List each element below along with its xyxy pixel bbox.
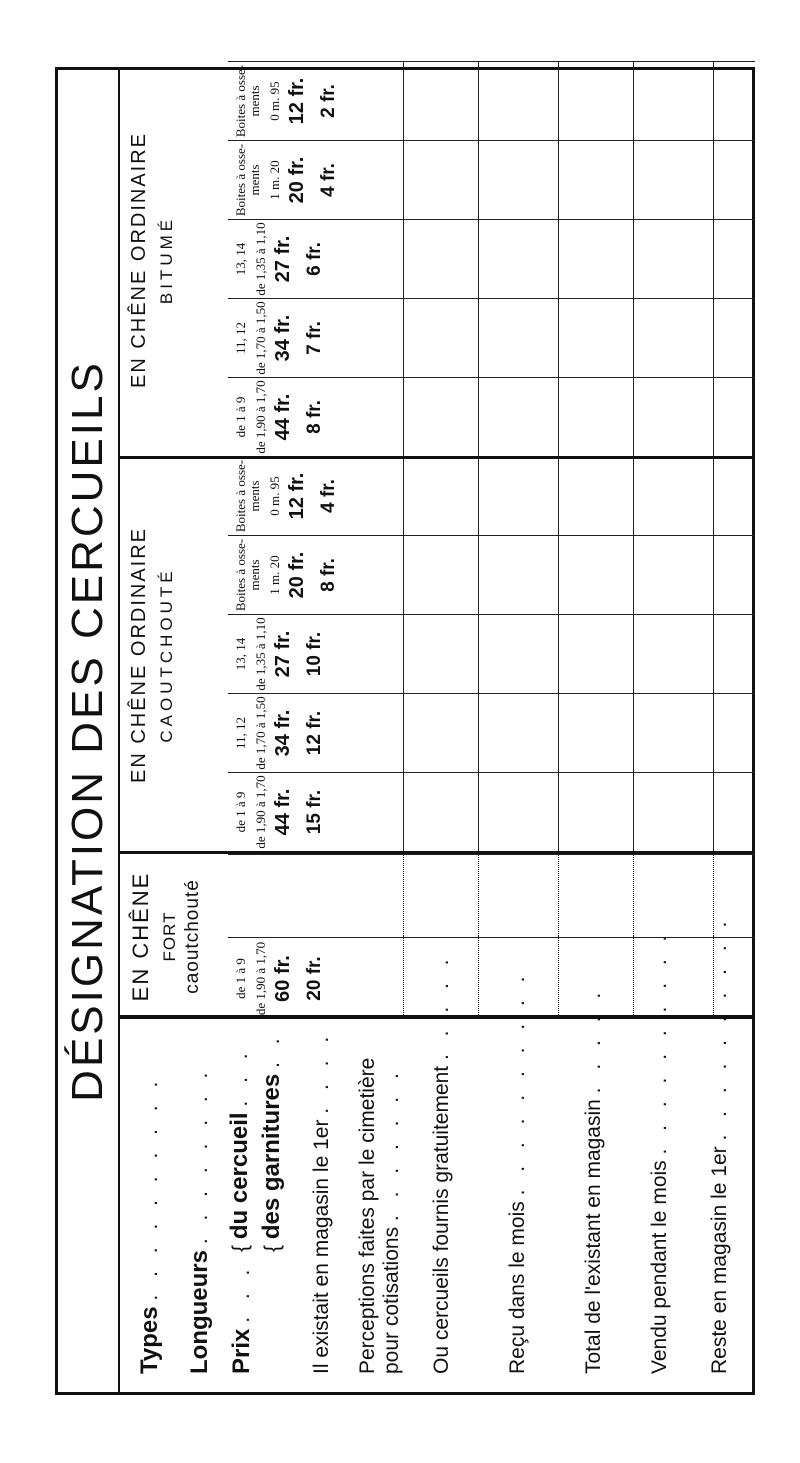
column-cell — [228, 693, 755, 772]
column-length: de 1,70 à 1,50 — [253, 301, 268, 375]
column-length: de 1,90 à 1,70 — [253, 380, 268, 454]
column-type: 13, 14 — [233, 637, 248, 671]
column-cell-empty — [228, 854, 755, 937]
column-header — [228, 457, 403, 535]
column-price: 20 fr. — [286, 551, 308, 599]
column-header — [228, 773, 403, 851]
column-type: Boites à osse-ments — [233, 64, 262, 138]
column-type: Boites à osse-ments — [233, 143, 262, 217]
column-cell — [228, 772, 755, 851]
column-length: de 1,90 à 1,70 — [253, 775, 268, 849]
column-length: 0 m. 95 — [267, 476, 282, 516]
label-existait: Il existait en magasin le 1er . . . . . — [310, 1007, 333, 1374]
column-type: 13, 14 — [233, 242, 248, 276]
column-garn: 7 fr. — [304, 321, 325, 355]
column-cell — [228, 614, 755, 693]
label-perceptions: Perceptions faites par le cimetière — [356, 1057, 379, 1374]
column-header — [228, 615, 403, 693]
column-length: 1 m. 20 — [267, 555, 282, 595]
label-perceptions-2: pour cotisations . . . . . . . — [380, 1067, 403, 1374]
label-prix: Prix . . . — [228, 1263, 255, 1374]
column-cell — [228, 298, 755, 377]
column-price: 27 fr. — [272, 235, 294, 283]
label-longueurs: Longueurs . . . . . . . . — [186, 1066, 213, 1374]
column-header — [228, 378, 403, 456]
label-reste: Reste en magasin le 1er . . . . . . . . . . — [708, 915, 731, 1374]
label-prix-garnitures: { des garnitures . . — [258, 1032, 285, 1252]
column-price: 12 fr. — [286, 77, 308, 125]
column-cell — [228, 219, 755, 298]
column-header — [228, 62, 403, 140]
column-length: de 1,35 à 1,10 — [253, 222, 268, 296]
group-header: EN CHÊNE FORT caoutchouté — [128, 871, 203, 1002]
column-type: 11, 12 — [233, 321, 248, 355]
column-cell — [228, 140, 755, 219]
group-header: EN CHÊNE ORDINAIRE CAOUTCHOUTÉ — [128, 526, 176, 784]
column-price: 27 fr. — [272, 630, 294, 678]
label-fournis: Ou cercueils fournis gratuitement . . . . . — [430, 953, 453, 1374]
group-header: EN CHÊNE ORDINAIRE BITUMÉ — [128, 131, 176, 389]
column-garn: 10 fr. — [304, 631, 325, 677]
column-type: Boites à osse-ments — [233, 538, 262, 612]
column-type: de 1 à 9 — [233, 396, 248, 438]
column-cell: de 1 à 9 de 1,90 à 1,70 60 fr. 20 fr. — [228, 937, 755, 1019]
label-vendu: Vendu pendant le mois . . . . . . . . . . — [648, 929, 671, 1374]
page-title: DÉSIGNATION DES CERCUEILS — [58, 70, 120, 1392]
column-cell — [228, 61, 755, 140]
column-type: de 1 à 9 — [233, 791, 248, 833]
label-types: Types . . . . . . . . . . — [136, 1075, 163, 1374]
column-cell — [228, 377, 755, 456]
column-garn: 4 fr. — [318, 163, 339, 197]
column-length: de 1,35 à 1,10 — [253, 617, 268, 691]
column-header — [228, 220, 403, 298]
column-header — [228, 299, 403, 377]
column-garn: 6 fr. — [304, 242, 325, 276]
group-chene-bitume — [118, 64, 755, 459]
column-length: 0 m. 95 — [267, 81, 282, 121]
column-length: de 1,70 à 1,50 — [253, 696, 268, 770]
column-header — [228, 694, 403, 772]
label-total: Total de l'existant en magasin . . . . . — [582, 986, 605, 1374]
column-cell — [228, 456, 755, 535]
column-garn: 4 fr. — [318, 479, 339, 513]
column-price: 44 fr. — [272, 788, 294, 836]
column-price: 12 fr. — [286, 472, 308, 520]
column-header — [228, 536, 403, 614]
label-recu: Reçu dans le mois . . . . . . . . . . — [506, 970, 529, 1374]
column-header — [228, 141, 403, 219]
column-garn: 8 fr. — [304, 400, 325, 434]
column-type: Boites à osse-ments — [233, 459, 262, 533]
column-cell — [228, 535, 755, 614]
column-price: 20 fr. — [286, 156, 308, 204]
group-chene-caoutchoute — [118, 459, 755, 854]
column-type: 11, 12 — [233, 716, 248, 750]
column-garn: 15 fr. — [304, 789, 325, 835]
ledger-table — [55, 64, 755, 1395]
column-price: 34 fr. — [272, 709, 294, 757]
group-chene-fort — [118, 854, 755, 1019]
column-price: 44 fr. — [272, 393, 294, 441]
column-garn: 8 fr. — [318, 558, 339, 592]
column-price: 34 fr. — [272, 314, 294, 362]
column-length: 1 m. 20 — [267, 160, 282, 200]
label-prix-cercueil: { du cercueil . . . — [226, 1047, 253, 1252]
column-garn: 2 fr. — [318, 84, 339, 118]
column-garn: 12 fr. — [304, 710, 325, 756]
data-grid — [118, 64, 755, 1019]
